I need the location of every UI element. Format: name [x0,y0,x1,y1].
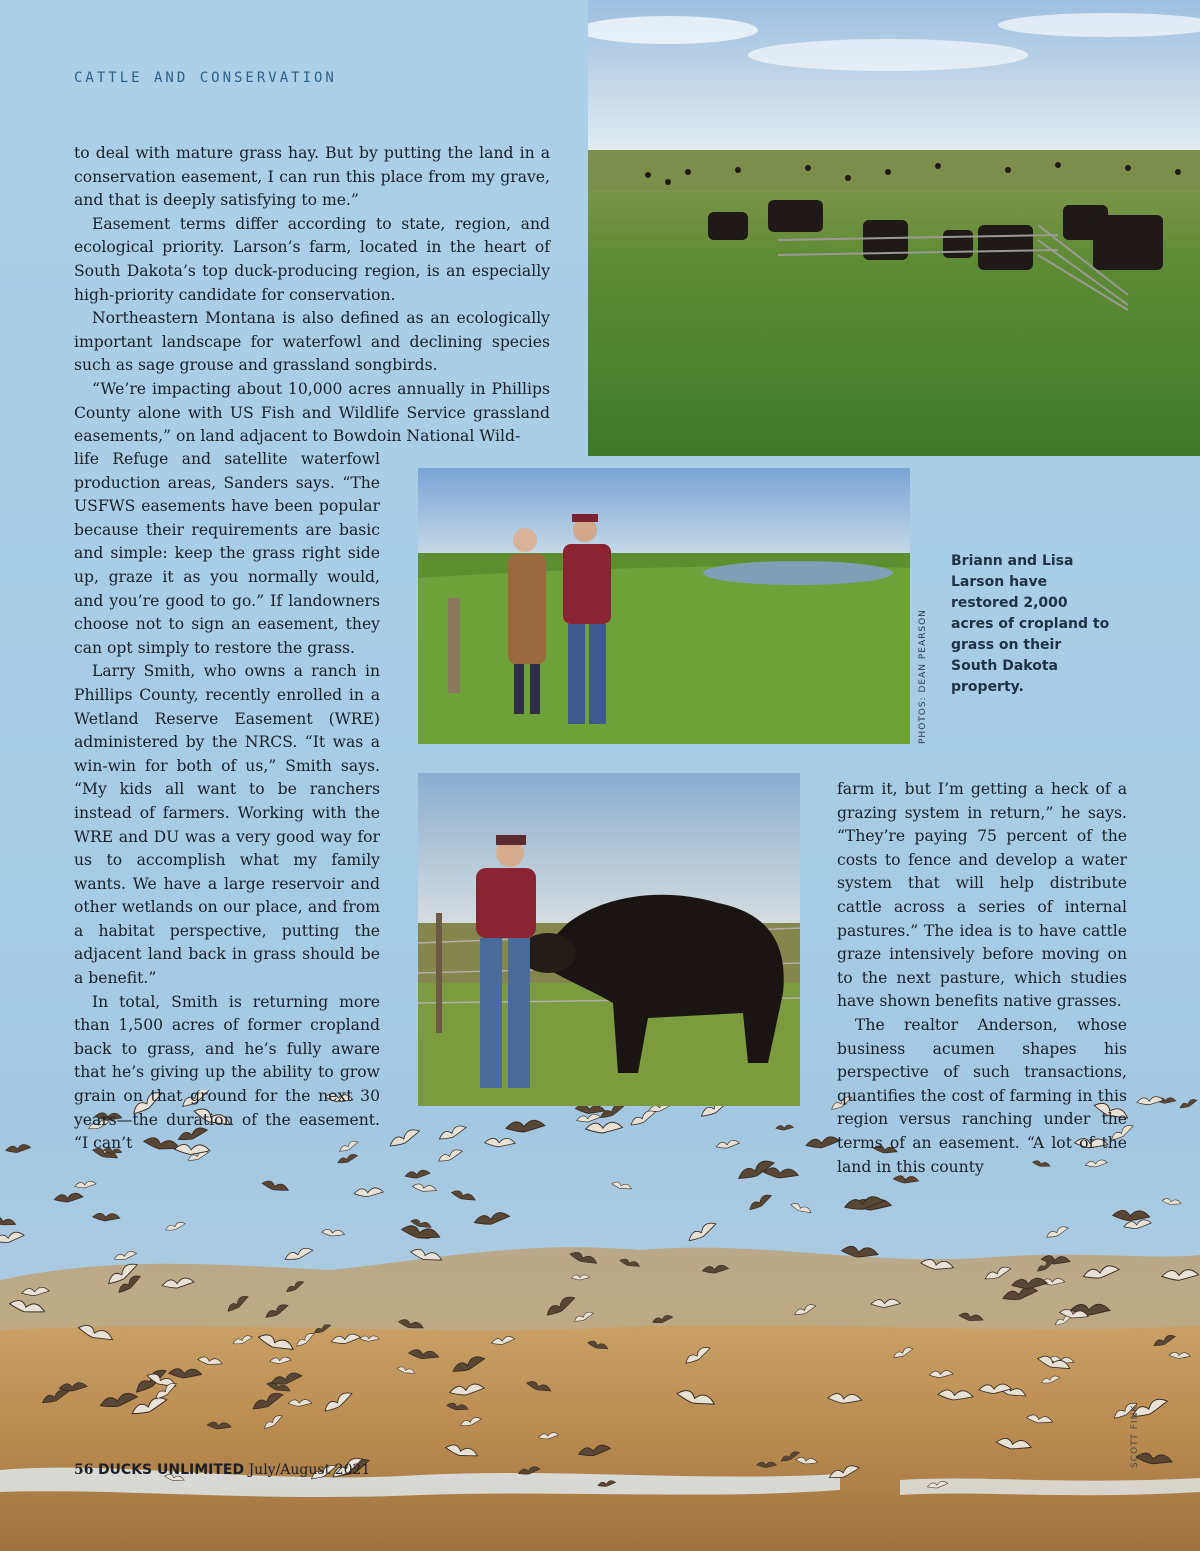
body-column-c [837,778,1127,1179]
larson-couple-photo [418,468,910,744]
cattle-pasture-photo [588,0,1200,456]
paragraph: In total, Smith is returning more than 1,500 acres of former cropland back to grass, and he’s fully aware that he’s giving up the ability to grow grain on that ground for the next 30 years—the duration of the easement. “I can’t [74,992,380,1153]
paragraph: Larry Smith, who owns a ranch in Phillips County, recently enrolled in a Wetland Reserve Easement (WRE) administered by the NRCS. “It was a win-win for both of us,” Smith says. “My kids all want to be ranchers instead of farmers. Working with the WRE and DU was a very good way for us to accomplish what my family wants. We have a large reservoir and other wetlands on our place, and from a habitat perspective, putting the adjacent land back in grass should be a benefit.” [74,662,380,988]
paragraph: Easement terms differ according to state, region, and ecological priority. Larson’s farm, located in the heart of South Dakota’s top duck-producing region, is an especially high-priority candidate for conservation. [74,214,550,304]
paragraph: Northeastern Montana is also defined as an ecologically important landscape for waterfowl and declining species such as sage grouse and grassland songbirds. [74,309,550,375]
page-number: 56 [74,1462,94,1478]
magazine-name: DUCKS UNLIMITED [97,1462,245,1478]
rancher-with-cattle-photo [418,773,800,1106]
issue-date: July/August 2021 [248,1462,371,1478]
paragraph: The realtor Anderson, whose business acumen shapes his perspective of such transactions, quantifies the cost of farming in this region versus ranching under the terms of an easement. “A lot of the land in this county [837,1015,1127,1176]
paragraph: “We’re impacting about 10,000 acres annually in Phillips County alone with US Fish and Wildlife Service grassland easements,” on land adjacent to Bowdoin National Wild- [74,379,550,446]
landscape-photo-credit: SCOTT FINK [1130,1404,1140,1468]
photo-credit: PHOTOS: DEAN PEARSON [918,609,928,744]
body-column-b [74,448,380,1156]
paragraph: to deal with mature grass hay. But by putting the land in a conservation easement, I can run this place from my grave, and that is deeply satisfying to me.” [74,144,550,210]
section-label: CATTLE AND CONSERVATION [74,70,337,86]
paragraph: life Refuge and satellite waterfowl production areas, Sanders says. “The USFWS easements have been popular because their requirements are basic and simple: keep the grass right side up, graze it as you normally would, and you’re good to go.” If landowners choose not to sign an easement, they can opt simply to restore the grass. [74,450,380,657]
photo-caption: Briann and Lisa Larson have restored 2,000 acres of cropland to grass on their South Dakota property. [951,553,1110,695]
body-column-a [74,142,550,449]
page-footer [74,1462,370,1478]
paragraph: farm it, but I’m getting a heck of a grazing system in return,” he says. “They’re paying 75 percent of the costs to fence and develop a water system that will help distribute cattle across a series of internal pastures.” The idea is to have cattle graze intensively before moving on to the next pasture, which studies have shown benefits native grasses. [837,780,1127,1011]
